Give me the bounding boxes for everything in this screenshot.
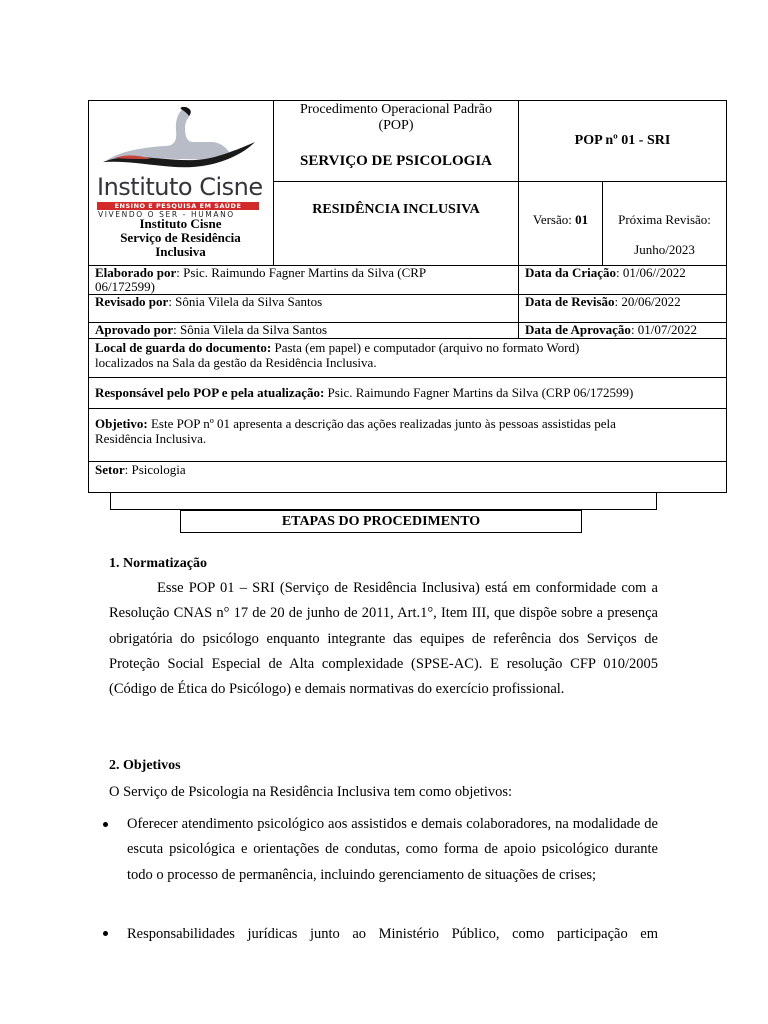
local-guarda: [95, 340, 720, 370]
logo-tagline: ENSINO E PESQUISA EM SAÚDE: [114, 202, 242, 210]
setor-label: Setor: [95, 462, 125, 477]
logo-motto: VIVENDO O SER - HUMANO: [98, 210, 235, 219]
local-value: Pasta (em papel) e computador (arquivo no formato Word): [271, 340, 580, 355]
etapas-title: ETAPAS DO PROCEDIMENTO: [281, 514, 481, 529]
responsavel: [95, 386, 720, 400]
logo-name: Instituto Cisne: [97, 173, 263, 201]
revisao-value: : 20/06/2022: [614, 294, 681, 309]
obj-label: Objetivo:: [95, 416, 148, 431]
aprovado-label: Aprovado por: [95, 322, 174, 337]
obj-value-2: Residência Inclusiva.: [95, 431, 207, 446]
section2-intro: O Serviço de Psicologia na Residência Inclusiva tem como objetivos:: [109, 784, 513, 800]
service-title: SERVIÇO DE PSICOLOGIA: [299, 153, 492, 169]
elaborado-por: [95, 266, 515, 294]
row-divider-resp: [88, 377, 727, 378]
revisado-value: : Sônia Vilela da Silva Santos: [168, 294, 323, 309]
version: [519, 212, 602, 228]
setor: [95, 463, 720, 477]
data-revisao: [525, 295, 725, 309]
table-border-right: [726, 100, 727, 493]
pop-title-line-1: Procedimento Operacional Padrão: [299, 102, 493, 117]
institute-logo: [93, 102, 268, 217]
criacao-label: Data da Criação: [525, 265, 616, 280]
revisao-label: Data de Revisão: [525, 294, 615, 309]
revisado-por: [95, 295, 515, 309]
next-review-label: Próxima Revisão:: [618, 212, 711, 227]
bullet-dot: [103, 822, 108, 827]
criacao-value: : 01/06//2022: [616, 265, 686, 280]
list-item: Oferecer atendimento psicológico aos assistidos e demais colaboradores, na modalidade de escuta psicológica e orientações de condutas, como forma de apoio psicológico durante todo o processo de permanência, incluindo gerenciamento de situações de crises;: [127, 816, 658, 883]
aprovacao-label: Data de Aprovação: [525, 322, 631, 337]
pop-title-line-2: (POP): [378, 118, 414, 133]
local-value-2: localizados na Sala da gestão da Residência Inclusiva.: [95, 355, 377, 370]
aprovacao-value: : 01/07/2022: [630, 322, 698, 337]
section2-heading: 2. Objetivos: [109, 758, 181, 773]
section1-heading: 1. Normatização: [109, 556, 207, 571]
row-divider-local: [88, 338, 727, 339]
section1-paragraph: Esse POP 01 – SRI (Serviço de Residência Inclusiva) está em conformidade com a Resolução CNAS n° 17 de 20 de junho de 2011, Art.1°, Item III, que dispõe sobre a presença obrigatória do psicólogo enquanto integrante das equipes de referência dos Serviços de Proteção Social Especial de Alta complexidade (SPSE-AC). E resolução CFP 010/2005 (Código de Ética do Psicólogo) e demais normativas do exercício profissional.: [109, 580, 658, 698]
version-label: Versão:: [532, 212, 576, 227]
version-value: 01: [575, 212, 589, 227]
table-border-top: [88, 100, 727, 101]
revisado-label: Revisado por: [95, 294, 169, 309]
org-line-2: Serviço de Residência: [120, 230, 241, 245]
row-divider-mid: [273, 181, 727, 182]
resp-label: Responsável pelo POP e pela atualização:: [95, 385, 325, 400]
data-criacao: [525, 266, 725, 280]
aprovado-value: : Sônia Vilela da Silva Santos: [173, 322, 328, 337]
org-line-3: Inclusiva: [155, 244, 206, 259]
aprovado-por: [95, 323, 515, 337]
row-divider-obj: [88, 408, 727, 409]
obj-value: Este POP nº 01 apresenta a descrição das ações realizadas junto às pessoas assistidas pela: [147, 416, 616, 431]
elaborado-value: : Psic. Raimundo Fagner Martins da Silva (CRP: [176, 265, 427, 280]
elaborado-value-2: 06/172599): [95, 279, 155, 294]
elaborado-label: Elaborado por: [95, 265, 177, 280]
bullet-dot: [103, 931, 108, 936]
list-item-text: Responsabilidades jurídicas junto ao Ministério Público, como participação em: [127, 926, 658, 942]
next-review-value: Junho/2023: [634, 242, 695, 257]
org-line-1: Instituto Cisne: [139, 216, 222, 231]
unit-title: RESIDÊNCIA INCLUSIVA: [312, 202, 480, 217]
local-label: Local de guarda do documento:: [95, 340, 272, 355]
table-border-left: [88, 100, 89, 493]
spacer-box: [110, 492, 657, 510]
objetivo: [95, 416, 720, 446]
resp-value: Psic. Raimundo Fagner Martins da Silva (CRP 06/172599): [324, 385, 634, 400]
setor-value: : Psicologia: [124, 462, 186, 477]
list-item: [127, 922, 658, 947]
data-aprovacao: [525, 323, 725, 337]
pop-number: POP nº 01 - SRI: [574, 133, 671, 148]
